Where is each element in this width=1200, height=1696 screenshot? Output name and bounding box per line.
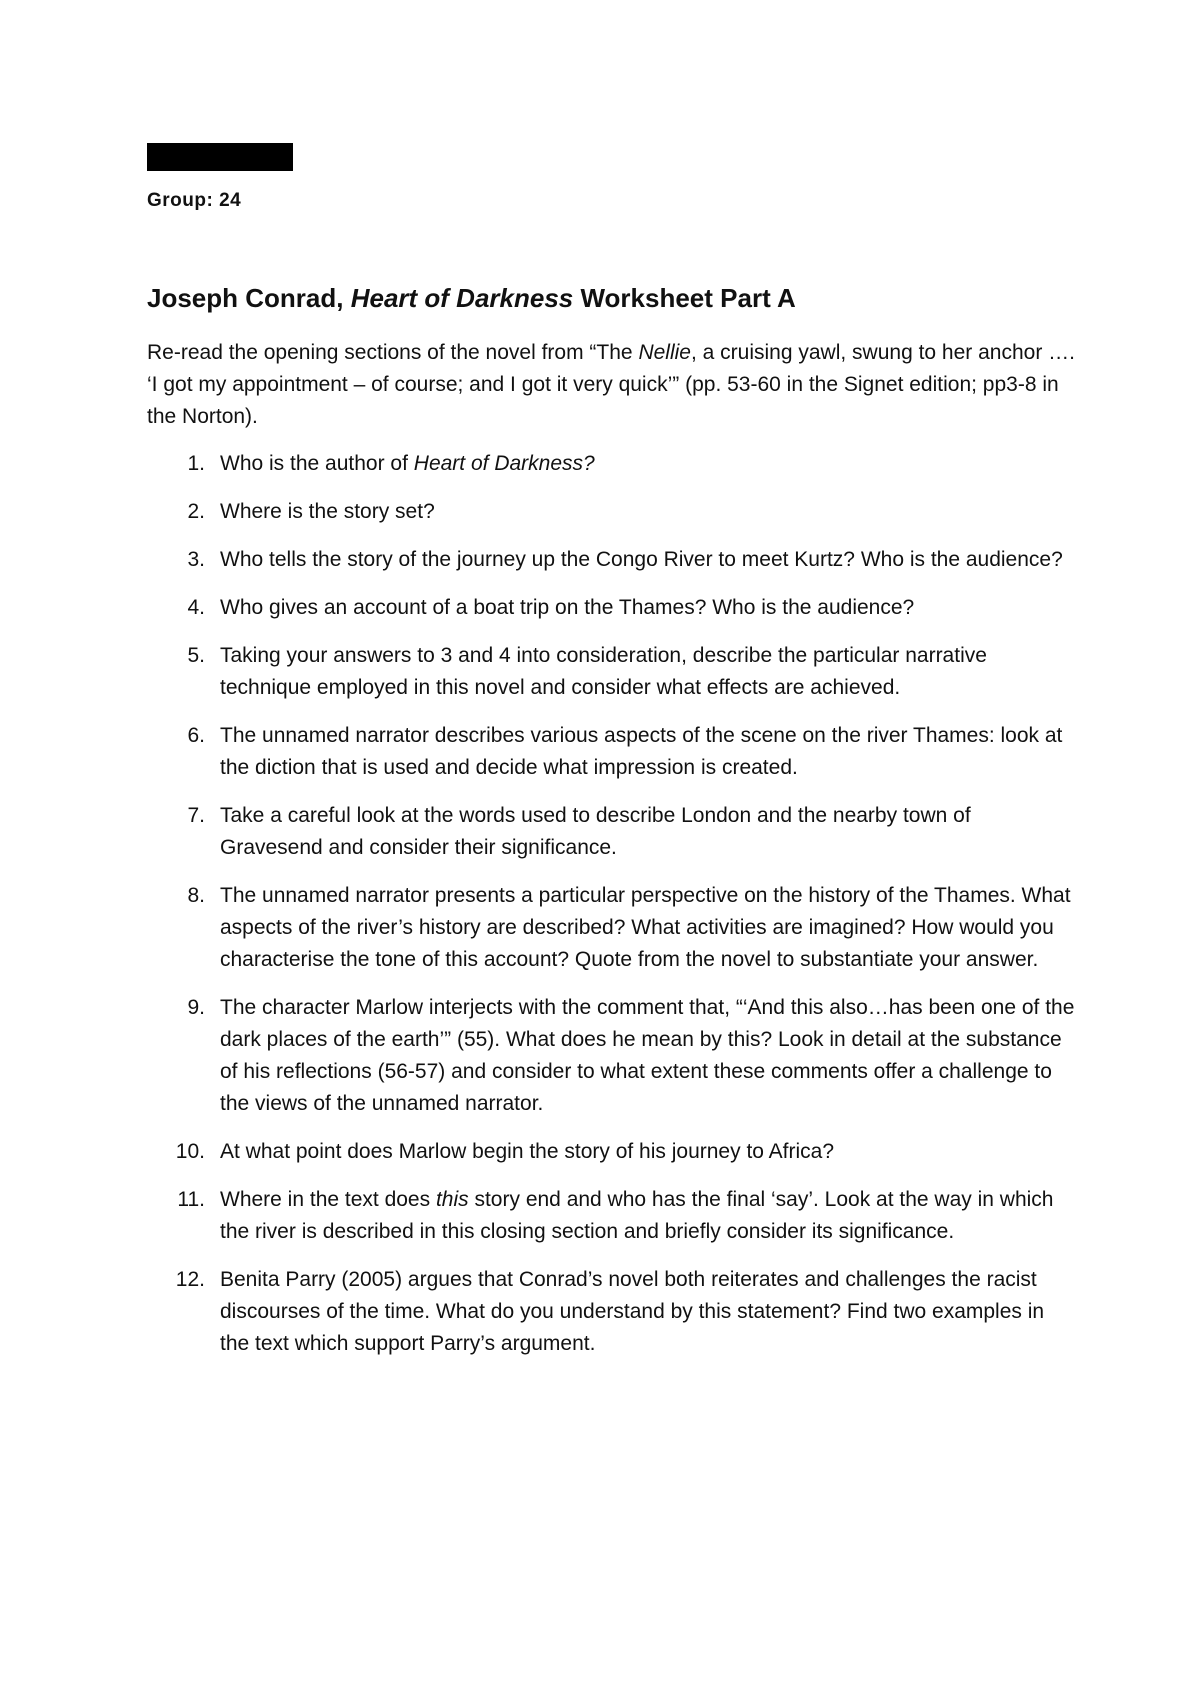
- intro-paragraph: [147, 337, 1077, 433]
- question-item: [147, 592, 1077, 624]
- question-item: [147, 1264, 1077, 1360]
- question-text: Who tells the story of the journey up the Congo River to meet Kurtz? Who is the audience?: [220, 548, 1063, 571]
- question-text: Where in the text does: [220, 1188, 436, 1211]
- question-item: [147, 1184, 1077, 1248]
- question-item: [147, 720, 1077, 784]
- redacted-name-block: [147, 143, 293, 171]
- question-number: 8.: [187, 884, 205, 907]
- question-number: 2.: [187, 500, 205, 523]
- question-item: [147, 496, 1077, 528]
- question-item: [147, 448, 1077, 480]
- question-text: Who gives an account of a boat trip on the Thames? Who is the audience?: [220, 596, 915, 619]
- question-item: [147, 880, 1077, 976]
- title-book-name: Heart of Darkness: [350, 283, 574, 313]
- question-number: 7.: [187, 804, 205, 827]
- intro-text-part2: , a cruising yawl, swung to her anchor …. ‘I got my appointment – of course; and I got it very quick’” (pp. 53-60 in the Signet edition; pp3-8 in the Norton).: [147, 341, 1075, 428]
- question-item: [147, 544, 1077, 576]
- question-number: 12.: [175, 1268, 205, 1291]
- question-text: Take a careful look at the words used to describe London and the nearby town of Gravesend and consider their significance.: [220, 804, 971, 859]
- intro-text-part1: Re-read the opening sections of the novel from “The: [147, 341, 639, 364]
- question-item: [147, 992, 1077, 1120]
- question-text: Taking your answers to 3 and 4 into consideration, describe the particular narrative technique employed in this novel and consider what effects are achieved.: [220, 644, 987, 699]
- question-item: [147, 640, 1077, 704]
- question-number: 4.: [187, 596, 205, 619]
- question-number: 1.: [187, 452, 205, 475]
- question-item: [147, 1136, 1077, 1168]
- question-text: The character Marlow interjects with the comment that, “‘And this also…has been one of the dark places of the earth’” (55). What does he mean by this? Look in detail at the substance of his reflections (56-57) and consider to what extent these comments offer a challenge to the views of the unnamed narrator.: [220, 996, 1075, 1115]
- question-list: [147, 448, 1077, 1376]
- question-item: [147, 800, 1077, 864]
- question-number: 3.: [187, 548, 205, 571]
- question-text: Who is the author of: [220, 452, 414, 475]
- question-text: Where is the story set?: [220, 500, 435, 523]
- question-text-italic: Heart of Darkness?: [413, 452, 595, 475]
- question-text: At what point does Marlow begin the story of his journey to Africa?: [220, 1140, 834, 1163]
- worksheet-title: [147, 283, 796, 314]
- question-number: 11.: [177, 1188, 205, 1211]
- question-number: 6.: [187, 724, 205, 747]
- title-prefix: Joseph Conrad,: [147, 283, 351, 313]
- question-number: 10.: [175, 1140, 205, 1163]
- question-number: 5.: [187, 644, 205, 667]
- intro-ship-name: Nellie: [638, 341, 691, 364]
- question-number: 9.: [187, 996, 205, 1019]
- question-text: Benita Parry (2005) argues that Conrad’s novel both reiterates and challenges the racist discourses of the time. What do you understand by this statement? Find two examples in the text which support Parry’s argument.: [220, 1268, 1045, 1355]
- title-suffix: Worksheet Part A: [573, 283, 796, 313]
- question-text: story end and who has the final ‘say’. Look at the way in which the river is described in this closing section and briefly consider its significance.: [220, 1188, 1054, 1243]
- question-text-italic: this: [435, 1188, 469, 1211]
- group-label: Group: 24: [147, 190, 242, 211]
- question-text: The unnamed narrator presents a particular perspective on the history of the Thames. What aspects of the river’s history are described? What activities are imagined? How would you characterise the tone of this account? Quote from the novel to substantiate your answer.: [220, 884, 1071, 971]
- question-text: The unnamed narrator describes various aspects of the scene on the river Thames: look at the diction that is used and decide what impression is created.: [220, 724, 1063, 779]
